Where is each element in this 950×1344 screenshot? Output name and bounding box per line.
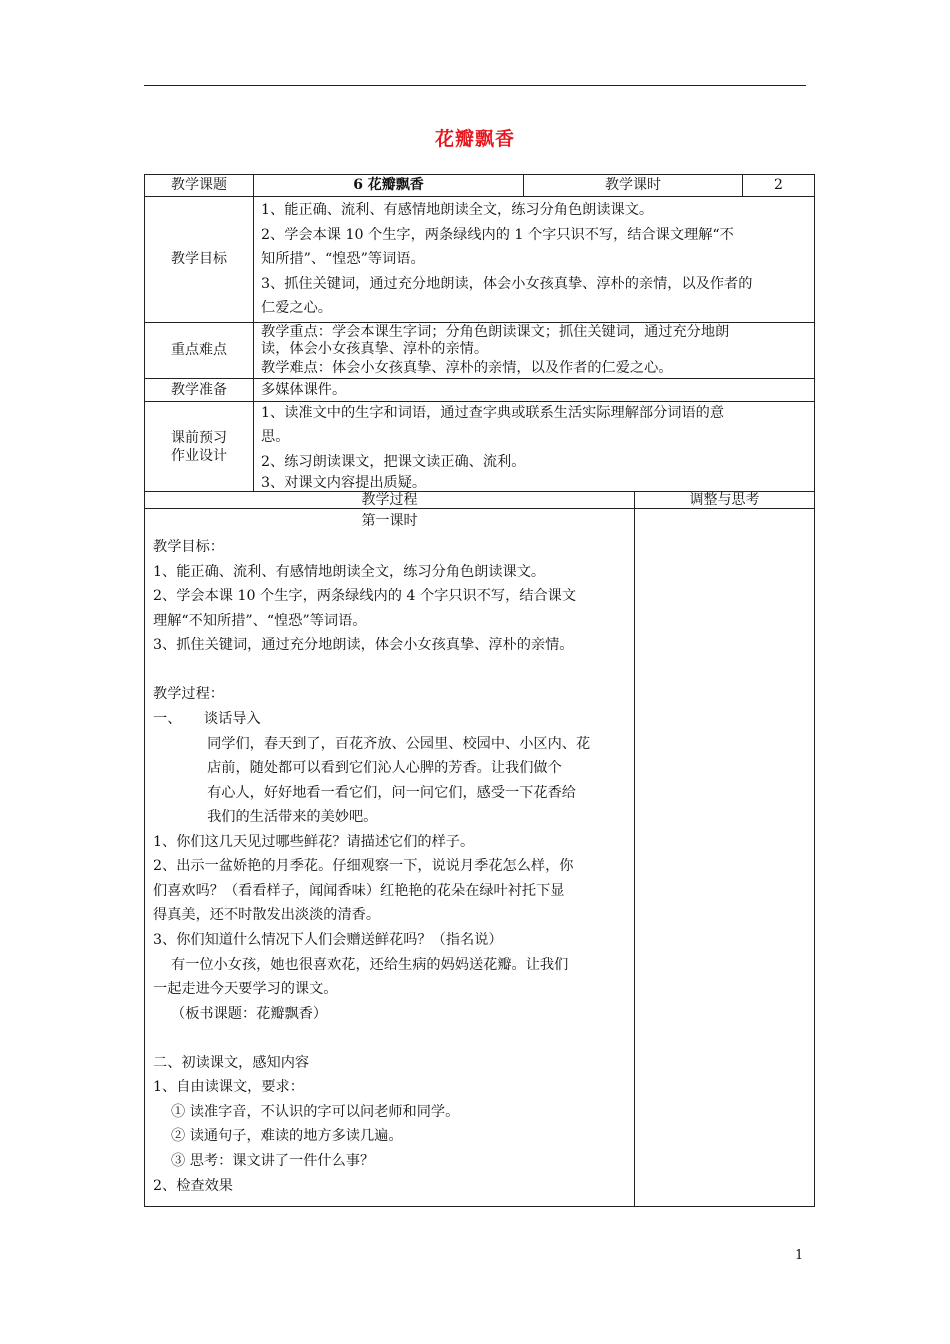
process-line: （板书课题：花瓣飘香）: [153, 1006, 328, 1022]
period-heading: 第一课时: [361, 513, 418, 529]
process-line: 理解“不知所措”、“惶恐”等词语。: [153, 613, 367, 629]
process-line: 2、检查效果: [153, 1178, 233, 1194]
process-line: ③ 思考：课文讲了一件什么事？: [153, 1153, 375, 1169]
process-line: 我们的生活带来的美妙吧。: [153, 809, 378, 825]
label-hours: 教学课时: [605, 177, 661, 194]
process-line: 1、你们这几天见过哪些鲜花？请描述它们的样子。: [153, 834, 475, 850]
label-topic: 教学课题: [171, 177, 227, 194]
process-line: 们喜欢吗？（看看样子，闻闻香味）红艳艳的花朵在绿叶衬托下显: [153, 883, 565, 899]
process-header-right: 调整与思考: [689, 492, 760, 508]
row-divider: [144, 508, 815, 509]
process-line: 一、 谈话导入: [153, 711, 261, 727]
page-number: 1: [795, 1248, 804, 1263]
process-line: 有心人，好好地看一看它们，问一问它们，感受一下花香给: [153, 785, 576, 801]
table-border-bottom: [144, 1206, 815, 1207]
process-line: 一起走进今天要学习的课文。: [153, 981, 338, 997]
preview-line: 3、对课文内容提出质疑。: [261, 475, 427, 491]
process-line: ① 读准字音，不认识的字可以问老师和同学。: [153, 1104, 460, 1120]
process-line: 3、你们知道什么情况下人们会赠送鲜花吗？（指名说）: [153, 932, 503, 948]
goal-line: 仁爱之心。: [261, 300, 332, 316]
keypoint-line: 教学难点：体会小女孩真挚、淳朴的亲情，以及作者的仁爱之心。: [261, 360, 673, 376]
process-line: 2、出示一盆娇艳的月季花。仔细观察一下，说说月季花怎么样，你: [153, 858, 574, 874]
column-divider: [253, 174, 254, 492]
label-goals: 教学目标: [171, 251, 227, 268]
process-line: 二、初读课文，感知内容: [153, 1055, 310, 1071]
process-line: 1、能正确、流利、有感情地朗读全文，练习分角色朗读课文。: [153, 564, 546, 580]
hours-value: 2: [774, 177, 783, 194]
preview-line: 思。: [261, 429, 290, 445]
keypoint-line: 读，体会小女孩真挚、淳朴的亲情。: [261, 341, 489, 357]
label-prep: 教学准备: [171, 381, 227, 398]
header-rule: [144, 85, 806, 86]
table-border-right: [814, 174, 815, 1207]
prep-value: 多媒体课件。: [261, 382, 347, 398]
label-preview-line2: 作业设计: [171, 447, 227, 464]
process-line: 2、学会本课 10 个生字，两条绿线内的 4 个字只识不写，结合课文: [153, 588, 577, 604]
process-line: 有一位小女孩，她也很喜欢花，还给生病的妈妈送花瓣。让我们: [153, 957, 569, 973]
keypoint-line: 教学重点：学会本课生字词；分角色朗读课文；抓住关键词，通过充分地朗: [261, 324, 730, 340]
process-line: 1、自由读课文，要求：: [153, 1079, 304, 1095]
preview-line: 2、练习朗读课文，把课文读正确、流利。: [261, 454, 526, 470]
goal-line: 知所措”、“惶恐”等词语。: [261, 251, 425, 267]
topic-value: 6 花瓣飘香: [353, 177, 424, 194]
process-line: 教学过程：: [153, 686, 224, 702]
process-header-left: 教学过程: [361, 492, 418, 508]
process-line: 得真美，还不时散发出淡淡的清香。: [153, 907, 381, 923]
process-line: 3、抓住关键词，通过充分地朗读，体会小女孩真挚、淳朴的亲情。: [153, 637, 574, 653]
process-line: 店前，随处都可以看到它们沁人心脾的芳香。让我们做个: [153, 760, 562, 776]
process-line: 同学们，春天到了，百花齐放、公园里、校园中、小区内、花: [153, 736, 591, 752]
goal-line: 2、学会本课 10 个生字，两条绿线内的 1 个字只识不写，结合课文理解“不: [261, 227, 734, 243]
process-line: 教学目标：: [153, 539, 224, 555]
process-line: ② 读通句子，难读的地方多读几遍。: [153, 1128, 403, 1144]
label-preview: [145, 402, 253, 491]
label-keypoints: 重点难点: [171, 342, 227, 359]
goal-line: 1、能正确、流利、有感情地朗读全文，练习分角色朗读课文。: [261, 202, 654, 218]
preview-line: 1、读准文中的生字和词语，通过查字典或联系生活实际理解部分词语的意: [261, 405, 725, 421]
column-divider: [634, 491, 635, 1207]
document-title: 花瓣飘香: [434, 128, 515, 150]
goal-line: 3、抓住关键词，通过充分地朗读，体会小女孩真挚、淳朴的亲情，以及作者的: [261, 276, 753, 292]
label-preview-line1: 课前预习: [171, 429, 227, 446]
